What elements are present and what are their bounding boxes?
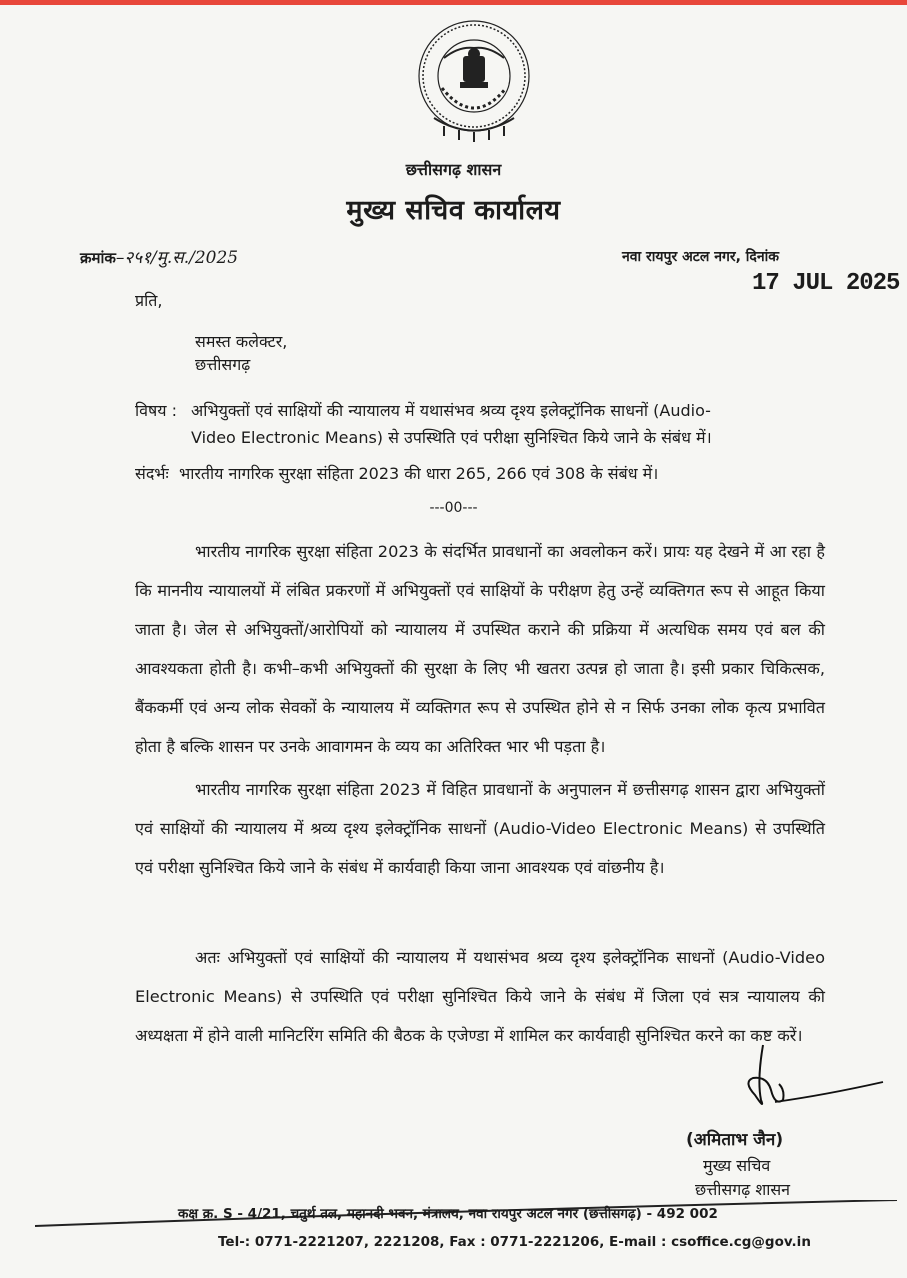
letter-number [80,245,238,268]
footer-address: कक्ष क्र. S - 4/21, चतुर्थ तल, महानदी भवन, मंत्रालय, नवा रायपुर अटल नगर (छत्तीसगढ़) - 492 002 [178,1206,718,1222]
letter-number-value: –२५१/मु.स./2025 [115,248,239,268]
subject-line1: अभियुक्तों एवं साक्षियों की न्यायालय में यथासंभव श्रव्य दृश्य इलेक्ट्रॉनिक साधनों (Audio- [191,401,711,420]
subject-block [135,397,825,451]
top-color-bar [0,0,907,5]
subject-label: विषय : [135,401,178,420]
body-paragraph-1 [135,532,825,766]
body-paragraph-2 [135,770,825,887]
recipient-line1: समस्त कलेक्टर, [195,332,288,351]
paragraph-text: अतः अभियुक्तों एवं साक्षियों की न्यायालय में यथासंभव श्रव्य दृश्य इलेक्ट्रॉनिक साधनों (Audio-Video Electronic Means) से उपस्थिति एवं परीक्षा सुनिश्चित किये जाने के संबंध में जिला एवं सत्र न्यायालय की अध्यक्षता में होने वाली मानिटरिंग समिति की बैठक के एजेण्डा में शामिल कर कार्यवाही सुनिश्चित करने का कष्ट करें। [135,948,825,1045]
footer-contact: Tel-: 0771-2221207, 2221208, Fax : 0771-2221206, E-mail : csoffice.cg@gov.in [218,1234,811,1250]
government-name: छत्तीसगढ़ शासन [405,160,502,179]
place-line: नवा रायपुर अटल नगर, दिनांक [622,249,779,265]
reference-block [135,462,658,484]
to-label: प्रति, [135,291,163,310]
body-paragraph-3 [135,938,825,1055]
reference-label: संदर्भः [135,464,169,483]
reference-text: भारतीय नागरिक सुरक्षा संहिता 2023 की धारा 265, 266 एवं 308 के संबंध में। [178,464,659,483]
date-stamp: 17 JUL 2025 [752,270,900,297]
office-name: मुख्य सचिव कार्यालय [346,195,561,226]
signatory-government: छत्तीसगढ़ शासन [695,1180,791,1199]
handwritten-signature [735,1040,885,1120]
paragraph-text: भारतीय नागरिक सुरक्षा संहिता 2023 के संदर्भित प्रावधानों का अवलोकन करें। प्रायः यह देखने में आ रहा है कि माननीय न्यायालयों में लंबित प्रकरणों में अभियुक्तों एवं साक्षियों के परीक्षण हेतु उन्हें व्यक्तिगत रूप से आहूत किया जाता है। जेल से अभियुक्तों/आरोपियों को न्यायालय में उपस्थित कराने की प्रक्रिया में अत्यधिक समय एवं बल की आवश्यकता होती है। कभी–कभी अभियुक्तों की सुरक्षा के लिए भी खतरा उत्पन्न हो जाता है। इसी प्रकार चिकित्सक, बैंककर्मी एवं अन्य लोक सेवकों के न्यायालय में व्यक्तिगत रूप से उपस्थित होने से न सिर्फ उनका लोक कृत्य प्रभावित होता है बल्कि शासन पर उनके आवागमन के व्यय का अतिरिक्त भार भी पड़ता है। [135,542,825,756]
subject-line2: Video Electronic Means) से उपस्थिति एवं परीक्षा सुनिश्चित किये जाने के संबंध में। [191,428,712,447]
signatory-name: (अमिताभ जैन) [686,1130,784,1150]
signatory-designation: मुख्य सचिव [703,1156,771,1175]
paragraph-text: भारतीय नागरिक सुरक्षा संहिता 2023 में विहित प्रावधानों के अनुपालन में छत्तीसगढ़ शासन द्वारा अभियुक्तों एवं साक्षियों की न्यायालय में श्रव्य दृश्य इलेक्ट्रॉनिक साधनों (Audio-Video Electronic Means) से उपस्थिति एवं परीक्षा सुनिश्चित किये जाने के संबंध में कार्यवाही किया जाना आवश्यक एवं वांछनीय है। [135,780,825,877]
letter-number-label: क्रमांक [80,249,116,267]
state-emblem-seal [414,18,534,148]
recipient-line2: छत्तीसगढ़ [195,355,251,374]
section-divider: ---00--- [429,500,478,516]
